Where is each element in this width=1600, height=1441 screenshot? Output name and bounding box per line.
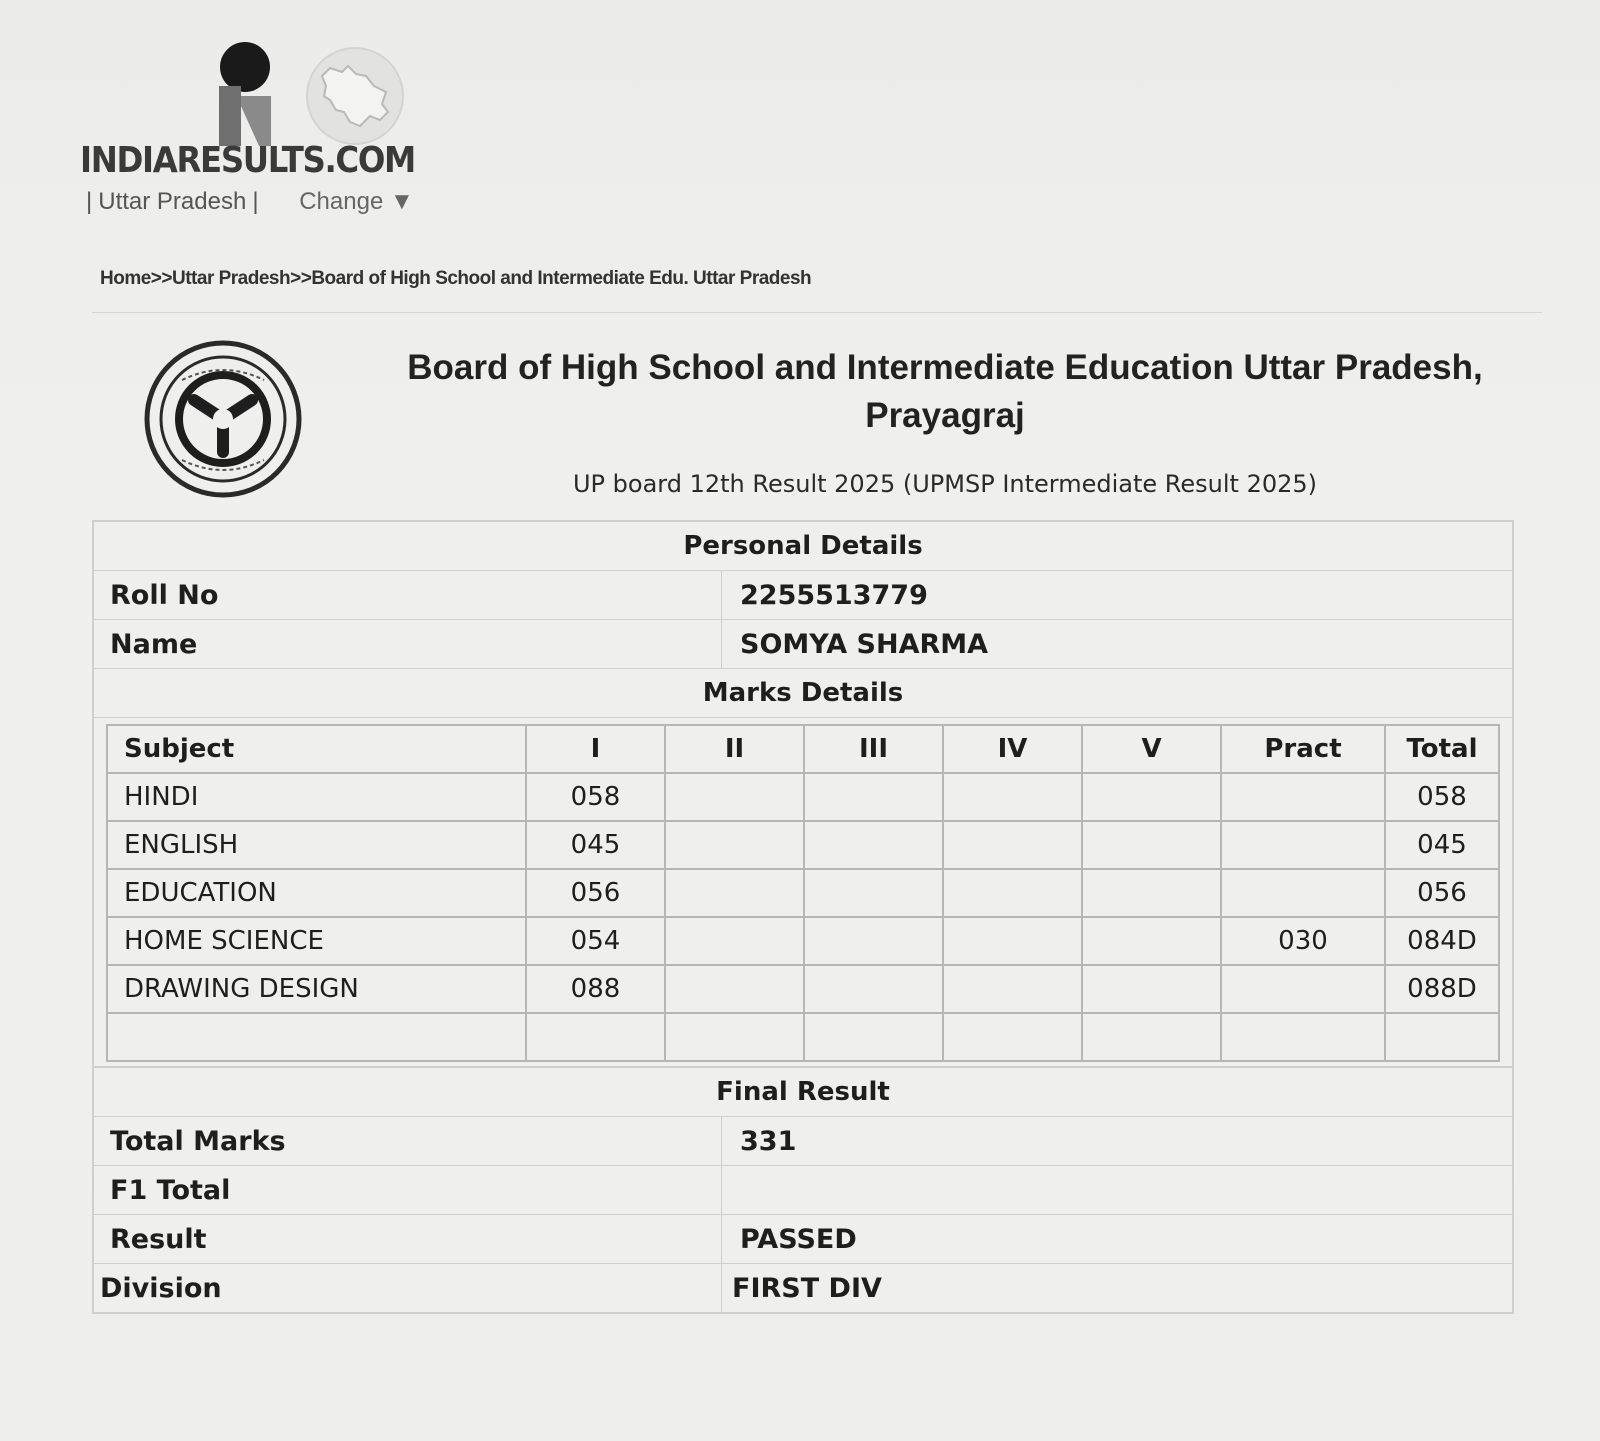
table-row <box>107 869 1499 917</box>
change-state-link[interactable]: Change ▼ <box>299 188 414 215</box>
roll-label: Roll No <box>94 571 722 620</box>
marks-table-wrapper <box>93 718 1513 1070</box>
pract-cell <box>1221 869 1385 917</box>
roll-row <box>94 571 1513 620</box>
breadcrumb-state[interactable]: Uttar Pradesh <box>172 268 291 289</box>
marks-cell <box>665 1013 804 1061</box>
total-marks-row <box>94 1117 1513 1166</box>
marks-cell <box>665 821 804 869</box>
marks-cell <box>943 965 1082 1013</box>
subject-cell: HOME SCIENCE <box>107 917 526 965</box>
marks-cell <box>1082 917 1221 965</box>
marks-cell <box>943 1013 1082 1061</box>
marks-cell <box>943 821 1082 869</box>
name-label: Name <box>94 620 722 669</box>
col-ii: II <box>665 725 804 773</box>
marks-cell: 056 <box>526 869 665 917</box>
marks-cell: 045 <box>526 821 665 869</box>
subject-cell: EDUCATION <box>107 869 526 917</box>
marks-cell <box>804 965 943 1013</box>
site-brand[interactable]: INDIARESULTS.COM <box>80 140 415 181</box>
total-cell: 045 <box>1385 821 1499 869</box>
subject-cell <box>107 1013 526 1061</box>
col-subject: Subject <box>107 725 526 773</box>
breadcrumb <box>100 268 811 290</box>
marks-cell <box>943 869 1082 917</box>
state-selector: | Uttar Pradesh | Change ▼ <box>86 188 414 215</box>
total-cell <box>1385 1013 1499 1061</box>
name-value: SOMYA SHARMA <box>722 620 1513 669</box>
marks-cell <box>943 773 1082 821</box>
breadcrumb-separator: >> <box>290 268 312 289</box>
marks-cell <box>804 869 943 917</box>
marks-cell <box>665 965 804 1013</box>
personal-details-section <box>92 520 1514 1071</box>
pract-cell <box>1221 773 1385 821</box>
subject-cell: ENGLISH <box>107 821 526 869</box>
col-iv: IV <box>943 725 1082 773</box>
marks-cell <box>804 1013 943 1061</box>
upmsp-seal-icon <box>142 340 304 498</box>
total-cell: 088D <box>1385 965 1499 1013</box>
table-row <box>107 965 1499 1013</box>
table-row <box>107 821 1499 869</box>
f1-total-row <box>94 1166 1513 1215</box>
subject-cell: DRAWING DESIGN <box>107 965 526 1013</box>
final-result-section <box>92 1066 1514 1314</box>
name-row <box>94 620 1513 669</box>
division-label: Division <box>94 1264 722 1313</box>
division-value: FIRST DIV <box>722 1264 1513 1313</box>
marks-cell <box>1082 821 1221 869</box>
marks-cell <box>1082 869 1221 917</box>
col-total: Total <box>1385 725 1499 773</box>
marks-header-row <box>107 725 1499 773</box>
total-cell: 056 <box>1385 869 1499 917</box>
result-value: PASSED <box>722 1215 1513 1264</box>
marks-table <box>106 724 1500 1062</box>
marks-cell <box>665 917 804 965</box>
col-v: V <box>1082 725 1221 773</box>
marks-cell <box>665 869 804 917</box>
result-label: Result <box>94 1215 722 1264</box>
breadcrumb-home[interactable]: Home <box>100 268 151 289</box>
marks-cell <box>665 773 804 821</box>
result-row <box>94 1215 1513 1264</box>
pract-cell <box>1221 965 1385 1013</box>
indiaresults-logo[interactable] <box>215 36 285 146</box>
division-row <box>94 1264 1513 1313</box>
current-state: Uttar Pradesh <box>98 188 247 215</box>
pract-cell <box>1221 821 1385 869</box>
marks-cell <box>1082 1013 1221 1061</box>
site-header <box>80 36 440 236</box>
up-map-icon <box>300 46 410 146</box>
total-cell: 084D <box>1385 917 1499 965</box>
final-result-heading: Final Result <box>94 1068 1513 1117</box>
total-marks-value: 331 <box>722 1117 1513 1166</box>
f1-total-label: F1 Total <box>94 1166 722 1215</box>
col-iii: III <box>804 725 943 773</box>
table-row <box>107 917 1499 965</box>
marks-cell <box>1082 773 1221 821</box>
subject-cell: HINDI <box>107 773 526 821</box>
marks-cell <box>804 917 943 965</box>
marks-cell: 088 <box>526 965 665 1013</box>
pract-cell: 030 <box>1221 917 1385 965</box>
marks-cell <box>804 773 943 821</box>
roll-value: 2255513779 <box>722 571 1513 620</box>
result-title: UP board 12th Result 2025 (UPMSP Intermediate Result 2025) <box>572 470 1318 498</box>
marks-cell: 058 <box>526 773 665 821</box>
total-cell: 058 <box>1385 773 1499 821</box>
total-marks-label: Total Marks <box>94 1117 722 1166</box>
divider <box>92 312 1542 313</box>
breadcrumb-board[interactable]: Board of High School and Intermediate Edu. Uttar Pradesh <box>311 268 812 289</box>
col-pract: Pract <box>1221 725 1385 773</box>
breadcrumb-separator: >> <box>150 268 172 289</box>
board-title: Board of High School and Intermediate Education Uttar Pradesh, Prayagraj <box>407 348 1483 435</box>
table-row <box>107 773 1499 821</box>
col-i: I <box>526 725 665 773</box>
table-row <box>107 1013 1499 1061</box>
marks-cell <box>804 821 943 869</box>
marks-cell <box>943 917 1082 965</box>
marks-cell <box>526 1013 665 1061</box>
marks-details-heading: Marks Details <box>94 669 1513 718</box>
personal-details-heading: Personal Details <box>94 522 1513 571</box>
pract-cell <box>1221 1013 1385 1061</box>
f1-total-value <box>722 1166 1513 1215</box>
marks-cell <box>1082 965 1221 1013</box>
marks-cell: 054 <box>526 917 665 965</box>
